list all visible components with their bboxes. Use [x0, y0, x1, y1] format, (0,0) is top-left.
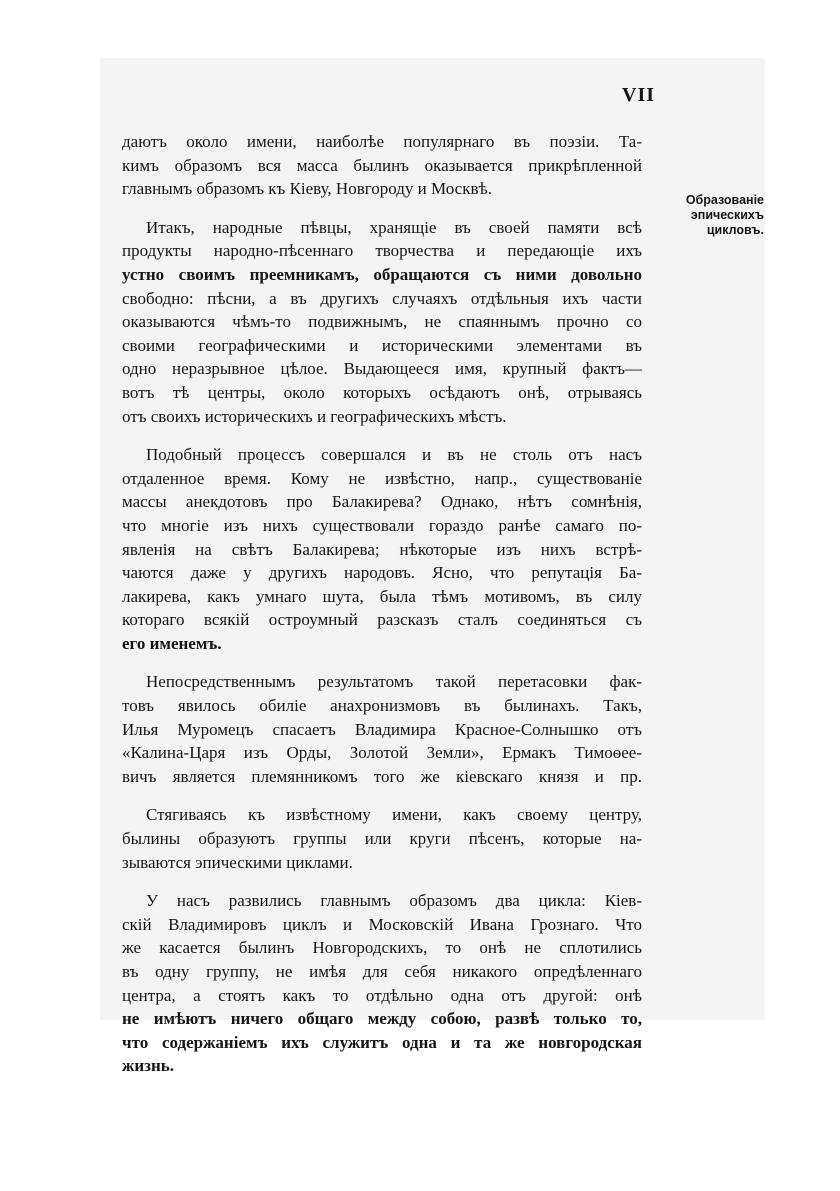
text-line: не имѣютъ ничего общаго между собою, развѣ только то, — [122, 1009, 642, 1029]
text-line: котораго всякій остроумный разсказъ сталъ соединяться съ — [122, 610, 642, 630]
body-text — [122, 130, 642, 1093]
text-line: продукты народно-пѣсеннаго творчества и передающіе ихъ — [122, 241, 642, 261]
margin-note-line: цикловъ. — [706, 223, 764, 237]
text-line: Подобный процессъ совершался и въ не столь отъ насъ — [146, 445, 642, 465]
text-line: былины образуютъ группы или круги пѣсенъ, которые на- — [122, 829, 642, 849]
text-line: зываются эпическими циклами. — [122, 852, 353, 872]
text-line: что многіе изъ нихъ существовали гораздо ранѣе самаго по- — [122, 515, 642, 535]
text-line: вотъ тѣ центры, около которыхъ осѣдаютъ онѣ, отрываясь — [122, 382, 642, 402]
text-line: Итакъ, народные пѣвцы, хранящіе въ своей памяти всѣ — [146, 217, 642, 237]
text-line: даютъ около имени, наиболѣе популярнаго въ поэзіи. Та- — [122, 132, 642, 151]
text-line: явленія на свѣтъ Балакирева; нѣкоторые изъ нихъ встрѣ- — [122, 539, 642, 559]
text-line: Стягиваясь къ извѣстному имени, какъ своему центру, — [146, 805, 642, 825]
paragraph — [122, 889, 642, 1078]
text-line: лакирева, какъ умнаго шута, была тѣмъ мотивомъ, въ силу — [122, 586, 642, 606]
margin-note-line: эпическихъ — [690, 208, 764, 222]
text-line: одно неразрывное цѣлое. Выдающееся имя, крупный фактъ— — [122, 359, 642, 379]
text-line: скій Владимировъ циклъ и Московскій Ивана Грознаго. Что — [122, 914, 642, 934]
paragraph — [122, 803, 642, 874]
text-line: же касается былинъ Новгородскихъ, то онѣ не сплотились — [122, 938, 642, 958]
margin-note — [664, 193, 764, 238]
text-line: «Калина-Царя изъ Орды, Золотой Земли», Ермакъ Тимоѳее- — [122, 743, 642, 763]
text-line: центра, а стоятъ какъ то отдѣльно одна отъ другой: онѣ — [122, 985, 642, 1005]
paragraph — [122, 670, 642, 788]
text-line: главнымъ образомъ къ Кіеву, Новгороду и Москвѣ. — [122, 179, 492, 199]
text-line: жизнь. — [122, 1056, 174, 1076]
text-line: свободно: пѣсни, а въ другихъ случаяхъ отдѣльныя ихъ части — [122, 288, 642, 308]
text-line: массы анекдотовъ про Балакирева? Однако, нѣтъ сомнѣнія, — [122, 492, 642, 512]
paragraph — [122, 130, 642, 201]
page-number: VII — [622, 84, 656, 106]
text-line: кимъ образомъ вся масса былинъ оказывается прикрѣпленной — [122, 155, 642, 175]
text-line: чаются даже у другихъ народовъ. Ясно, что репутація Ба- — [122, 563, 642, 583]
paragraph — [122, 216, 642, 428]
paragraph — [122, 443, 642, 655]
text-line: что содержаніемъ ихъ служитъ одна и та же новгородская — [122, 1032, 642, 1052]
text-line: У насъ развились главнымъ образомъ два цикла: Кіев- — [146, 891, 642, 911]
text-line: Непосредственнымъ результатомъ такой перетасовки фак- — [146, 672, 642, 692]
text-line: въ одну группу, не имѣя для себя никакого опредѣленнаго — [122, 962, 642, 981]
margin-note-line: Образованіе — [685, 193, 764, 207]
text-line: устно своимъ преемникамъ, обращаются съ ними довольно — [122, 264, 642, 284]
text-line: товъ явилось обиліе анахронизмовъ въ былинахъ. Такъ, — [122, 696, 642, 716]
text-line: его именемъ. — [122, 633, 222, 653]
text-line: Илья Муромецъ спасаетъ Владимира Красное-Солнышко отъ — [122, 719, 642, 739]
text-line: отъ своихъ историческихъ и географическихъ мѣстъ. — [122, 406, 507, 426]
text-line: оказываются чѣмъ-то подвижнымъ, не спаяннымъ прочно со — [122, 312, 642, 332]
text-line: вичъ является племянникомъ того же кіевскаго князя и пр. — [122, 766, 642, 786]
text-line: своими географическими и историческими элементами въ — [122, 335, 642, 355]
text-line: отдаленное время. Кому не извѣстно, напр., существованіе — [122, 468, 642, 488]
